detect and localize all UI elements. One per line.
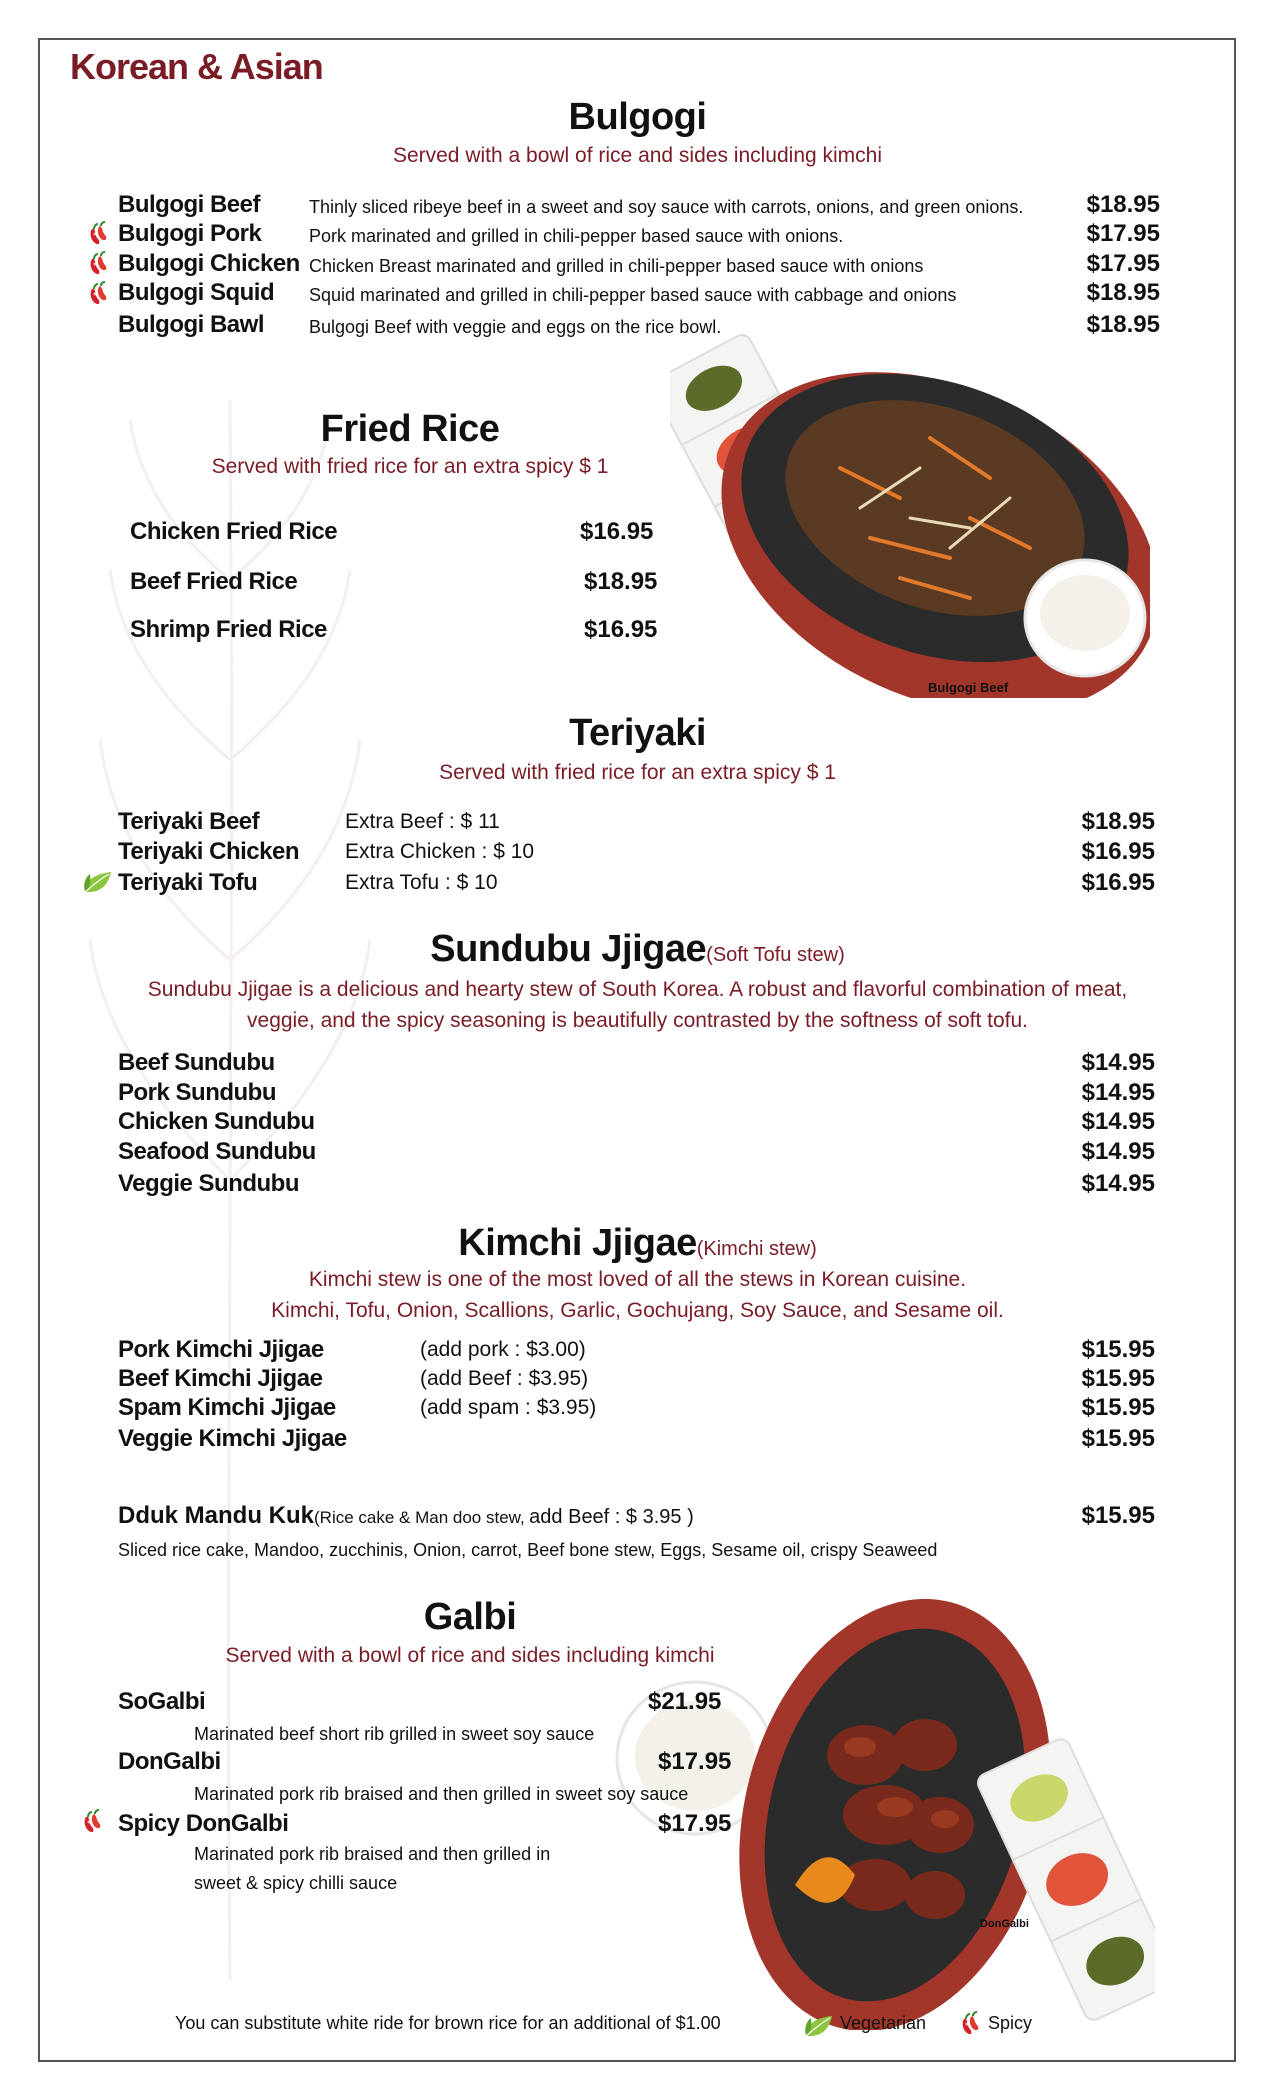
menu-item-desc: Sliced rice cake, Mandoo, zucchinis, Onion, carrot, Beef bone stew, Eggs, Sesame oil, crispy Seaweed	[118, 1540, 938, 1560]
menu-item-price: $15.95	[1081, 1502, 1155, 1529]
menu-item-name: Bulgogi Bawl	[118, 311, 264, 338]
leaf-icon	[802, 2012, 836, 2040]
menu-item-extra: (add spam : $3.95)	[420, 1396, 597, 1419]
chili-pepper-icon	[86, 220, 114, 248]
menu-item-desc: Pork marinated and grilled in chili-pepper based sauce with onions.	[309, 226, 844, 246]
menu-item-desc: Marinated pork rib braised and then grilled in	[194, 1844, 551, 1864]
kimchi-title: Kimchi Jjigae	[458, 1222, 697, 1264]
menu-item-name: Teriyaki Chicken	[118, 838, 299, 865]
menu-item-desc: Squid marinated and grilled in chili-pepper based sauce with cabbage and onions	[309, 285, 957, 305]
menu-item-price: $14.95	[1081, 1049, 1155, 1076]
menu-item-name: Teriyaki Tofu	[118, 869, 258, 896]
menu-item-desc: Bulgogi Beef with veggie and eggs on the rice bowl.	[309, 317, 722, 337]
kimchi-title-line	[0, 1222, 1275, 1265]
menu-item-price: $18.95	[1081, 808, 1155, 835]
menu-item-name: Shrimp Fried Rice	[130, 616, 327, 643]
menu-item-price: $17.95	[1086, 250, 1160, 277]
menu-item-name: Dduk Mandu Kuk	[118, 1502, 314, 1529]
teriyaki-subtitle: Served with fried rice for an extra spicy $ 1	[439, 761, 836, 784]
menu-item-price: $17.95	[658, 1810, 732, 1837]
menu-item-price: $15.95	[1081, 1336, 1155, 1363]
bulgogi-title: Bulgogi	[568, 96, 707, 138]
menu-item-price: $17.95	[1086, 220, 1160, 247]
menu-item-price: $15.95	[1081, 1365, 1155, 1392]
photo-caption: DonGalbi	[980, 1918, 1029, 1930]
menu-item-price: $14.95	[1081, 1138, 1155, 1165]
brown-rice-note: You can substitute white ride for brown rice for an additional of $1.00	[175, 2013, 721, 2033]
teriyaki-title: Teriyaki	[569, 712, 706, 754]
sundubu-title-note: (Soft Tofu stew)	[706, 944, 845, 966]
fried-rice-title: Fried Rice	[320, 408, 500, 450]
menu-item-price: $16.95	[1081, 838, 1155, 865]
chili-pepper-icon	[86, 280, 114, 308]
menu-item-price: $18.95	[1086, 311, 1160, 338]
menu-item-name: Spam Kimchi Jjigae	[118, 1394, 336, 1421]
sundubu-description-line: Sundubu Jjigae is a delicious and hearty stew of South Korea. A robust and flavorful combination of meat,	[147, 978, 1128, 1001]
fried-rice-subtitle: Served with fried rice for an extra spicy $ 1	[211, 455, 609, 478]
menu-item-price: $16.95	[584, 616, 658, 643]
menu-item-name: SoGalbi	[118, 1688, 206, 1715]
dduk-mandu-kuk-line	[118, 1502, 694, 1530]
menu-item-name: Bulgogi Chicken	[118, 250, 300, 277]
menu-item-extra: Extra Beef : $ 11	[345, 810, 500, 833]
menu-item-name: Pork Kimchi Jjigae	[118, 1336, 324, 1363]
menu-item-price: $14.95	[1081, 1108, 1155, 1135]
menu-item-name: Seafood Sundubu	[118, 1138, 316, 1165]
menu-item-desc: Marinated pork rib braised and then grilled in sweet soy sauce	[194, 1784, 689, 1804]
menu-item-note: (Rice cake & Man doo stew,	[314, 1508, 525, 1527]
menu-item-price: $18.95	[1086, 191, 1160, 218]
bulgogi-beef-photo	[670, 318, 1150, 698]
menu-item-name: Spicy DonGalbi	[118, 1810, 289, 1837]
galbi-photo	[735, 1575, 1155, 2030]
menu-item-name: Bulgogi Pork	[118, 220, 262, 247]
menu-item-desc: Marinated beef short rib grilled in sweet soy sauce	[194, 1724, 595, 1744]
menu-item-name: DonGalbi	[118, 1748, 221, 1775]
kimchi-title-note: (Kimchi stew)	[696, 1238, 817, 1260]
menu-item-extra: add Beef : $ 3.95 )	[529, 1506, 694, 1528]
menu-item-price: $18.95	[1086, 279, 1160, 306]
category-title: Korean & Asian	[70, 46, 323, 87]
menu-item-name: Pork Sundubu	[118, 1079, 276, 1106]
sundubu-description	[0, 974, 1275, 1036]
menu-item-name: Beef Kimchi Jjigae	[118, 1365, 323, 1392]
menu-item-price: $14.95	[1081, 1170, 1155, 1197]
menu-item-name: Beef Fried Rice	[130, 568, 298, 595]
menu-item-extra: Extra Chicken : $ 10	[345, 840, 535, 863]
menu-item-name: Bulgogi Squid	[118, 279, 275, 306]
menu-item-name: Chicken Fried Rice	[130, 518, 338, 545]
menu-item-name: Teriyaki Beef	[118, 808, 260, 835]
kimchi-description-line: Kimchi, Tofu, Onion, Scallions, Garlic, Gochujang, Soy Sauce, and Sesame oil.	[271, 1299, 1004, 1322]
leaf-icon	[82, 868, 114, 896]
menu-item-name: Bulgogi Beef	[118, 191, 260, 218]
chili-pepper-icon	[80, 1808, 108, 1836]
menu-item-extra: (add pork : $3.00)	[420, 1338, 586, 1361]
menu-item-price: $18.95	[584, 568, 658, 595]
menu-item-extra: Extra Tofu : $ 10	[345, 871, 498, 894]
menu-item-desc: Chicken Breast marinated and grilled in chili-pepper based sauce with onions	[309, 256, 924, 276]
menu-item-desc: Thinly sliced ribeye beef in a sweet and soy sauce with carrots, onions, and green onions.	[309, 197, 1024, 217]
menu-item-name: Beef Sundubu	[118, 1049, 275, 1076]
menu-item-price: $17.95	[658, 1748, 732, 1775]
galbi-subtitle: Served with a bowl of rice and sides including kimchi	[225, 1644, 715, 1667]
menu-item-price: $15.95	[1081, 1394, 1155, 1421]
legend-vegetarian-label: Vegetarian	[840, 2013, 927, 2033]
menu-item-extra: (add Beef : $3.95)	[420, 1367, 589, 1390]
galbi-title: Galbi	[423, 1596, 517, 1638]
kimchi-description	[0, 1264, 1275, 1326]
menu-item-desc: sweet & spicy chilli sauce	[194, 1873, 398, 1893]
menu-item-name: Veggie Sundubu	[118, 1170, 300, 1197]
kimchi-description-line: Kimchi stew is one of the most loved of all the stews in Korean cuisine.	[308, 1268, 967, 1291]
menu-item-price: $16.95	[580, 518, 654, 545]
menu-item-name: Chicken Sundubu	[118, 1108, 315, 1135]
menu-item-price: $14.95	[1081, 1079, 1155, 1106]
chili-pepper-icon	[86, 250, 114, 278]
chili-pepper-icon	[958, 2010, 986, 2038]
sundubu-title: Sundubu Jjigae	[430, 928, 707, 970]
photo-caption: Bulgogi Beef	[928, 680, 1009, 695]
menu-item-price: $16.95	[1081, 869, 1155, 896]
menu-item-price: $21.95	[648, 1688, 722, 1715]
legend-spicy-label: Spicy	[988, 2013, 1033, 2033]
sundubu-title-line	[0, 928, 1275, 971]
sundubu-description-line: veggie, and the spicy seasoning is beautifully contrasted by the softness of soft tofu.	[247, 1009, 1028, 1032]
menu-item-price: $15.95	[1081, 1425, 1155, 1452]
bulgogi-subtitle: Served with a bowl of rice and sides including kimchi	[392, 144, 883, 167]
menu-item-name: Veggie Kimchi Jjigae	[118, 1425, 347, 1452]
